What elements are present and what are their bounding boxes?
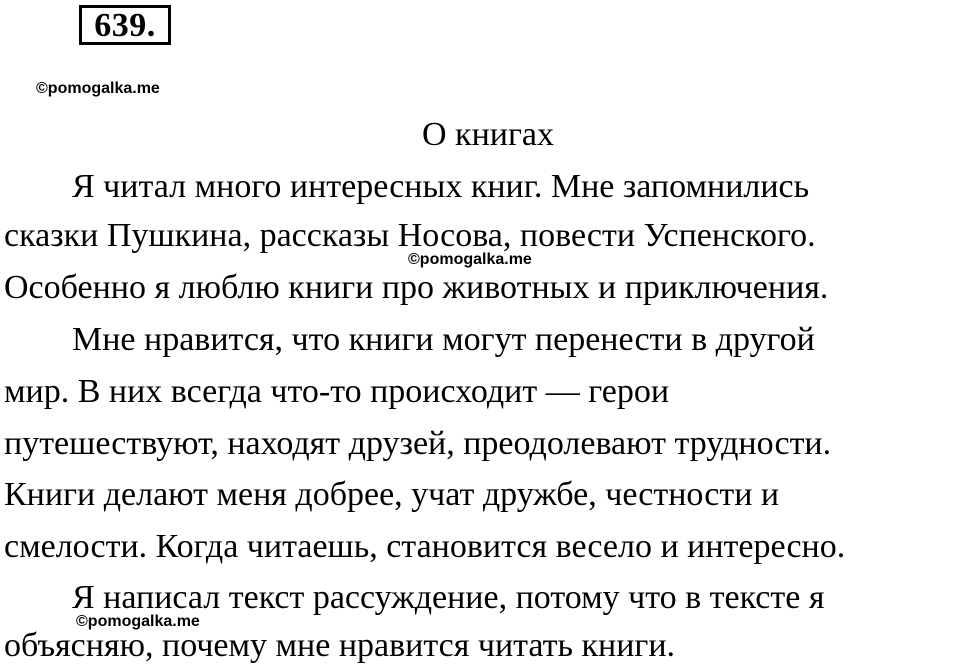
- text-line-7: Книги делают меня добрее, учат дружбе, честности и: [4, 476, 780, 513]
- text-line-2: сказки Пушкина, рассказы Носова, повести Успенского.: [4, 217, 816, 254]
- text-line-5: мир. В них всегда что-то происходит — герои: [4, 373, 670, 410]
- text-line-6: путешествуют, находят друзей, преодолевают трудности.: [4, 425, 832, 462]
- text-line-10: объясняю, почему мне нравится читать книги.: [4, 627, 676, 664]
- text-line-8: смелости. Когда читаешь, становится весело и интересно.: [4, 528, 846, 565]
- watermark-bottom: ©pomogalka.me: [76, 613, 200, 630]
- task-number: 639.: [79, 5, 171, 45]
- text-title: О книгах: [422, 116, 554, 153]
- watermark-top: ©pomogalka.me: [36, 80, 160, 97]
- text-line-3: Особенно я люблю книги про животных и приключения.: [4, 269, 829, 306]
- text-line-1: Я читал много интересных книг. Мне запомнились: [72, 168, 810, 205]
- text-line-9: Я написал текст рассуждение, потому что в тексте я: [72, 579, 825, 616]
- watermark-middle: ©pomogalka.me: [408, 251, 532, 268]
- text-line-4: Мне нравится, что книги могут перенести в другой: [72, 321, 815, 358]
